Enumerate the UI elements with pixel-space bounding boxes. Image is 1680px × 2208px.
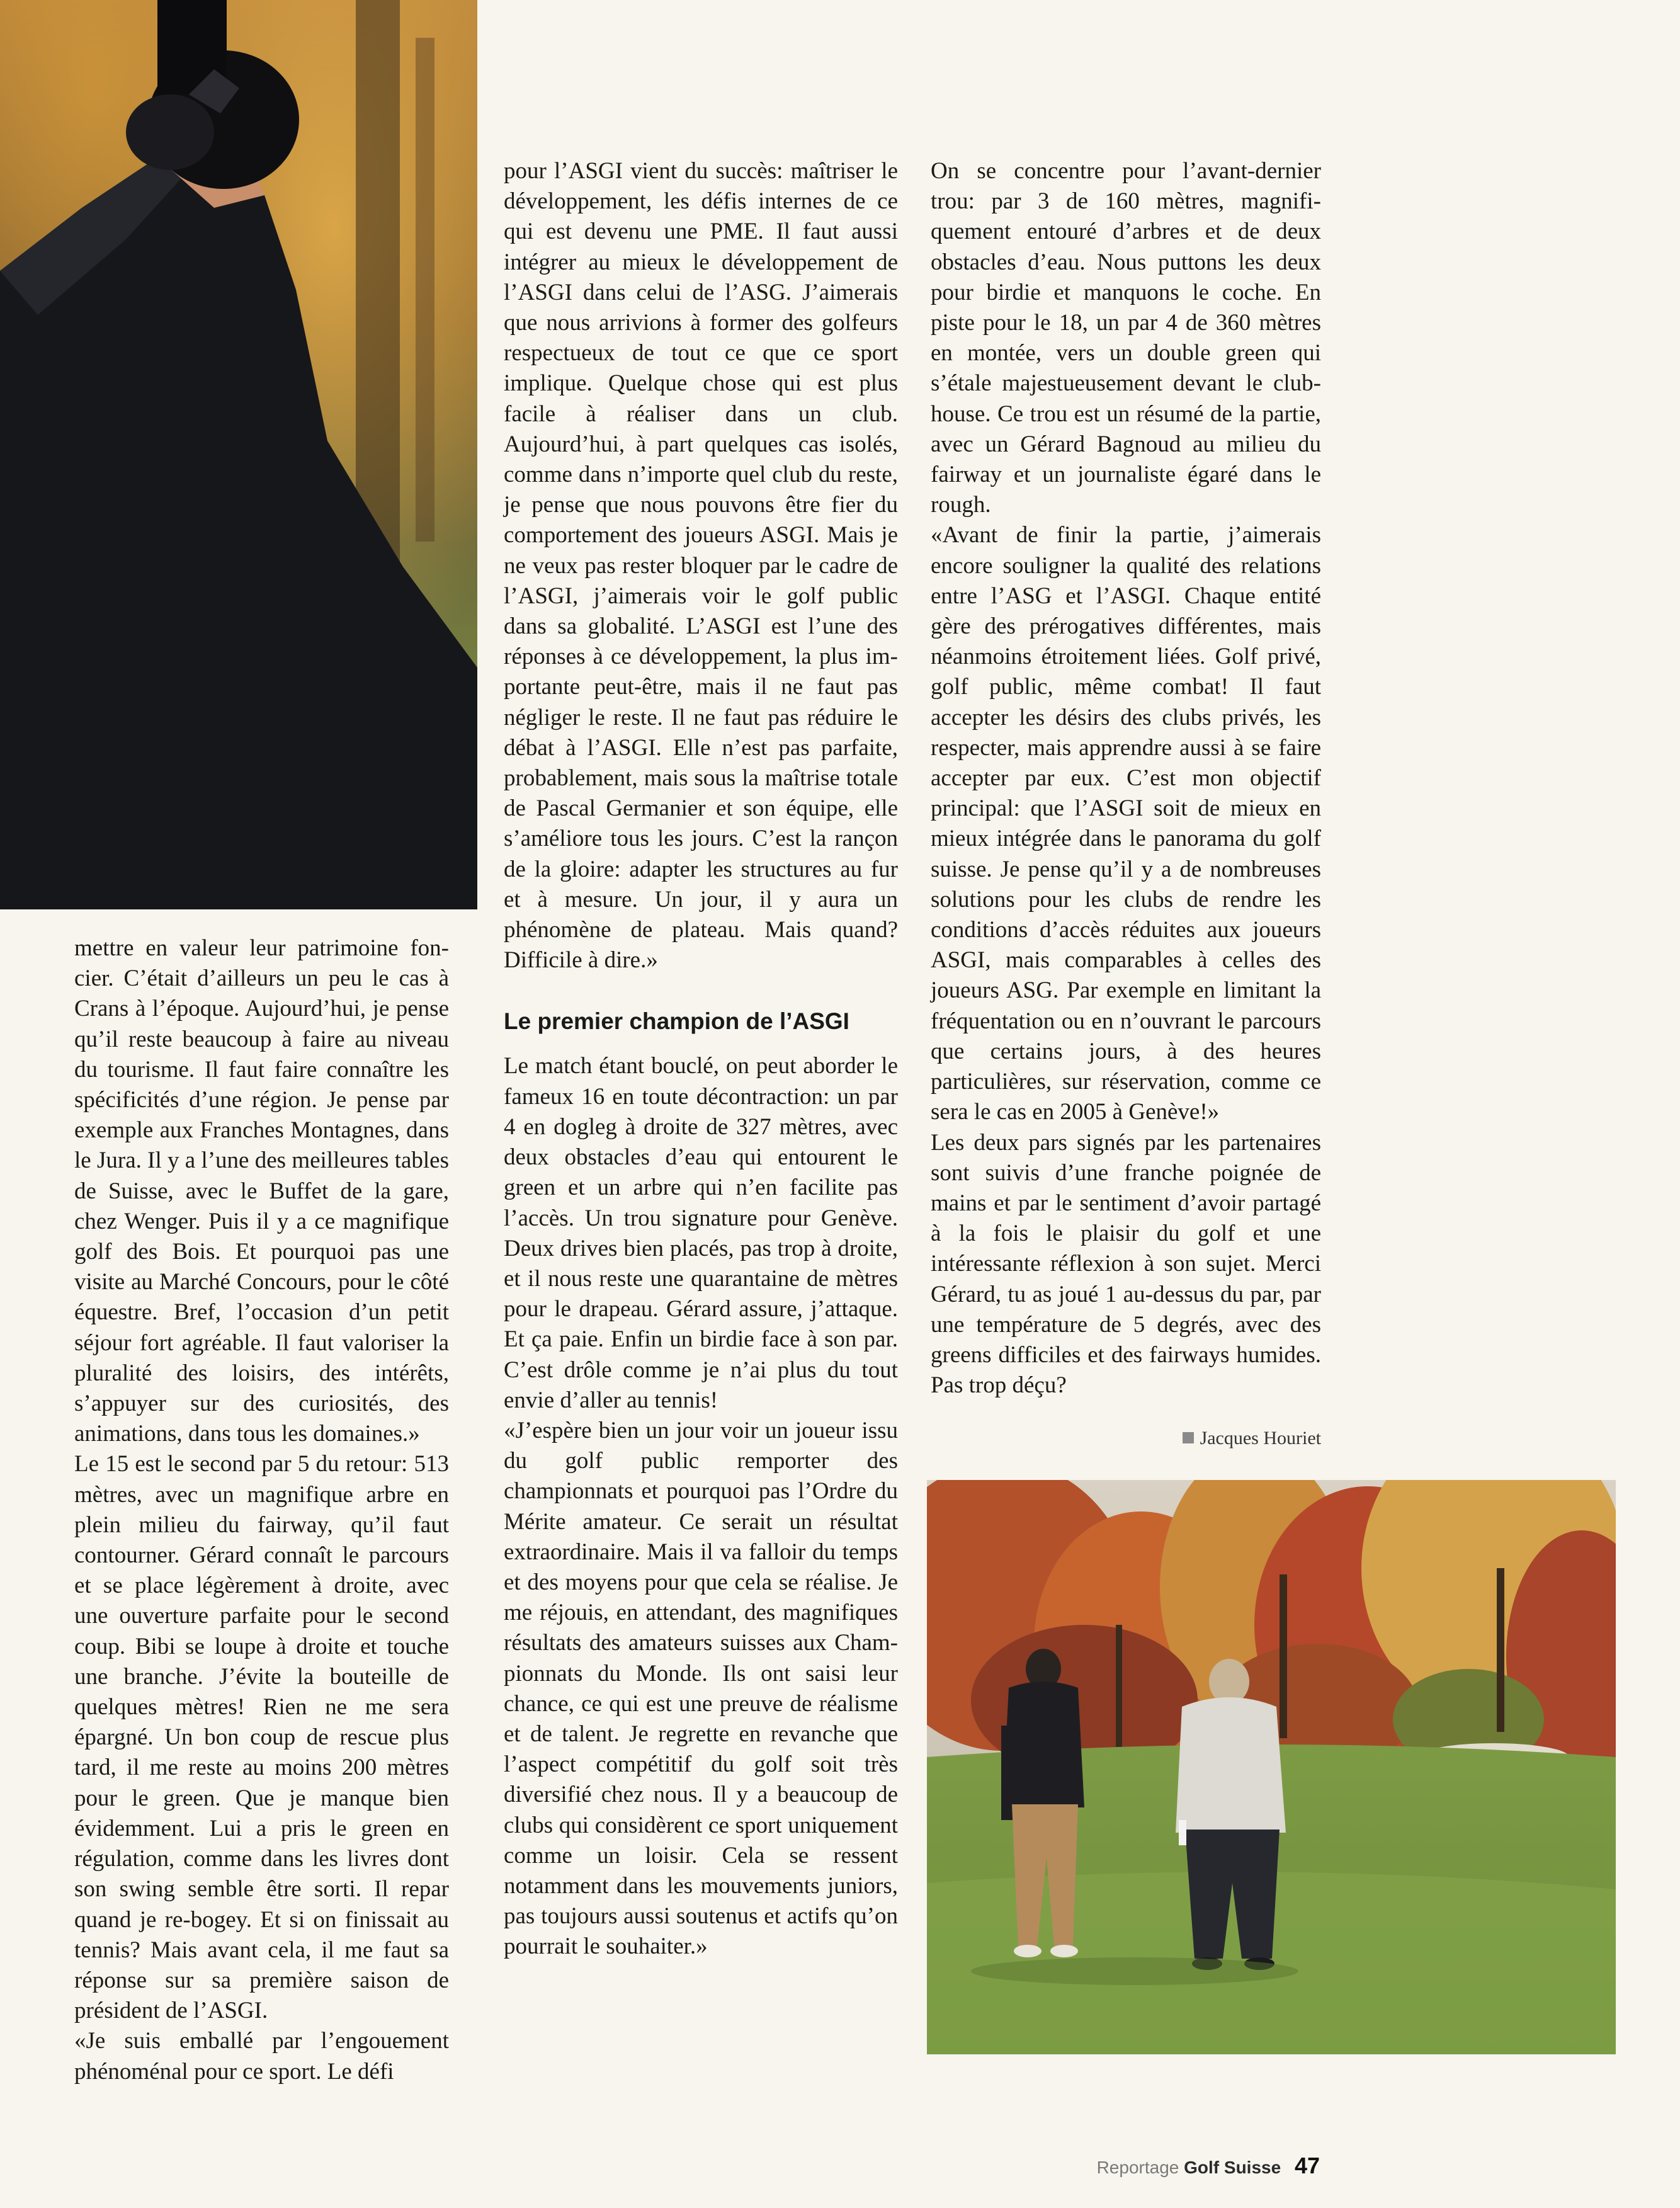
photo-golfer-gloves bbox=[0, 0, 477, 909]
photo-two-golfers-image bbox=[927, 1480, 1616, 2054]
column-2-paragraph: pour l’ASGI vient du succès: maîtriser le développement, les défis internes de ce qui est devenu une PME. Il faut aussi intégrer au mieux le développement de l’ASGI dans celui de l’ASG. J’aimerais que nous arrivions à former des golfeurs respectueux de tout ce que ce sport implique. Quelque chose qui est plus facile à réaliser dans un club. Aujourd’hui, à part quelques cas isolés, comme dans n’importe quel club du reste, je pense que nous pouvons être fier du comportement des joueurs ASGI. Mais je ne veux pas rester bloquer par le cadre de l’ASGI, j’aimerais voir le golf public dans sa globalité. L’ASGI est l’une des réponses à ce développement, la plus importante peut-être, mais il ne faut pas négliger le reste. Il ne faut pas réduire le débat à l’ASGI. Elle n’est pas parfaite, probablement, mais sous la maîtrise totale de Pascal Germanier et son équipe, elle s’améliore tous les jours. C’est la rançon de la gloire: adapter les structures au fur et à mesure. Un jour, il y aura un phénomène de plateau. Mais quand? Difficile à dire.» bbox=[504, 158, 898, 974]
article-column-2 bbox=[504, 156, 898, 1962]
author-byline bbox=[931, 1423, 1321, 1454]
column-3-paragraph: On se concentre pour l’avant-dernier trou: par 3 de 160 mètres, magnifiquement entouré d’arbres et de deux obstacles d’eau. Nous puttons les deux pour birdie et manquons le coche. En piste pour le 18, un par 4 de 360 mètres en montée, vers un double green qui s’étale majestueusement devant le club-house. Ce trou est un résumé de la partie, avec un Gérard Bagnoud au milieu du fairway et un journaliste égaré dans le rough. bbox=[931, 158, 1321, 518]
column-1-paragraph: Le 15 est le second par 5 du retour: 513 mètres, avec un magnifique arbre en plein milieu du fairway, qu’il faut contourner. Gérard connaît le parcours et se place légèrement à droite, avec une ouverture parfaite pour le second coup. Bibi se loupe à droite et touche une branche. J’évite la bouteille de quelques mètres! Rien ne me sera épargné. Un bon coup de rescue plus tard, il me reste au moins 200 mètres pour le green. Que je manque bien évidemment. Lui a pris le green en régulation, comme dans les livres dont son swing semble être sorti. Il repar quand je re-bogey. Et si on finissait au tennis? Mais avant cela, il me faut sa réponse sur sa première saison de président de l’ASGI. bbox=[74, 1451, 449, 2024]
author-name: Jacques Houriet bbox=[1200, 1428, 1321, 1449]
column-3-paragraph: Les deux pars signés par les partenaires sont suivis d’une franche poignée de mains et par le sentiment d’avoir partagé à la fois le plaisir du golf et une intéressante réflexion à son sujet. Merci Gérard, tu as joué 1 au-dessus du par, par une température de 5 degrés, avec des greens difficiles et des fairways humides. Pas trop déçu? bbox=[931, 1129, 1321, 1399]
column-1-paragraph: «Je suis emballé par l’engouement phénoménal pour ce sport. Le défi bbox=[74, 2028, 449, 2085]
article-column-3 bbox=[931, 156, 1321, 1454]
photo-golfer-gloves-image bbox=[0, 0, 477, 909]
footer-section: Reportage bbox=[1096, 2158, 1179, 2177]
column-3-paragraph: «Avant de finir la partie, j’aimerais encore souligner la qualité des relations entre l’ASG et l’ASGI. Chaque entité gère des prérogatives différentes, mais néanmoins étroitement liées. Golf privé, golf public, même combat! Il faut accepter les désirs des clubs privés, les respecter, mais apprendre aussi à se faire accepter par eux. C’est mon objectif principal: que l’ASGI soit de mieux en mieux intégrée dans le panorama du golf suisse. Je pense qu’il y a de nombreuses solutions pour les clubs de rendre les conditions d’accès réduites aux joueurs ASGI, mais comparables à celles des joueurs ASG. Par exemple en limitant la fréquentation ou en n’ouvrant le parcours que certains jours, à des heures particulières, sur réservation, comme ce sera le cas en 2005 à Genève!» bbox=[931, 522, 1321, 1125]
page-number: 47 bbox=[1294, 2153, 1320, 2178]
page-footer bbox=[1097, 2153, 1320, 2179]
column-1-paragraph: mettre en valeur leur patrimoine foncier. C’était d’ailleurs un peu le cas à Crans à l’époque. Aujourd’hui, je pense qu’il reste beaucoup à faire au niveau du tourisme. Il faut faire connaître les spécificités d’une région. Je pense par exemple aux Franches Montagnes, dans le Jura. Il y a l’une des meilleures tables de Suisse, avec le Buffet de la gare, chez Wenger. Puis il y a ce magnifique golf des Bois. Et pourquoi pas une visite au Marché Concours, pour le côté équestre. Bref, l’occasion d’un petit séjour fort agréable. Il faut valoriser la pluralité des loisirs, des intérêts, s’appuyer sur des curiosités, des animations, dans tous les domaines.» bbox=[74, 935, 449, 1447]
footer-publication: Golf Suisse bbox=[1184, 2158, 1281, 2177]
column-2-paragraph: «J’espère bien un jour voir un joueur issu du golf public remporter des championnats et pourquoi pas l’Ordre du Mérite amateur. Ce serait un résultat extraordinaire. Mais il va falloir du temps et des moyens pour que cela se réalise. Je me réjouis, en attendant, des magnifiques résultats des amateurs suisses aux Championnats du Monde. Ils ont saisi leur chance, ce qui est une preuve de réalisme et de talent. Je regrette en revanche que l’aspect compétitif du golf soit très diversifié chez nous. Il y a beaucoup de clubs qui considèrent ce sport uniquement comme un loisir. Cela se ressent notamment dans les mouvements juniors, pas toujours aussi soutenus et actifs qu’on pourrait le souhaiter.» bbox=[504, 1417, 898, 1960]
photo-two-golfers-fairway bbox=[927, 1480, 1616, 2054]
byline-square-icon bbox=[1183, 1432, 1194, 1443]
article-column-1 bbox=[74, 933, 449, 2087]
column-2-paragraph: Le match étant bouclé, on peut aborder le fameux 16 en toute décontraction: un par 4 en dogleg à droite de 327 mètres, avec deux obstacles d’eau qui entourent le green et un arbre qui n’en facilite pas l’accès. Un trou signature pour Genève. Deux drives bien placés, pas trop à droite, et il nous reste une quarantaine de mètres pour le drapeau. Gérard assure, j’attaque. Et ça paie. Enfin un birdie face à son par. C’est drôle comme je n’ai plus du tout envie d’aller au tennis! bbox=[504, 1053, 898, 1413]
section-subheading: Le premier champion de l’ASGI bbox=[504, 1008, 849, 1035]
